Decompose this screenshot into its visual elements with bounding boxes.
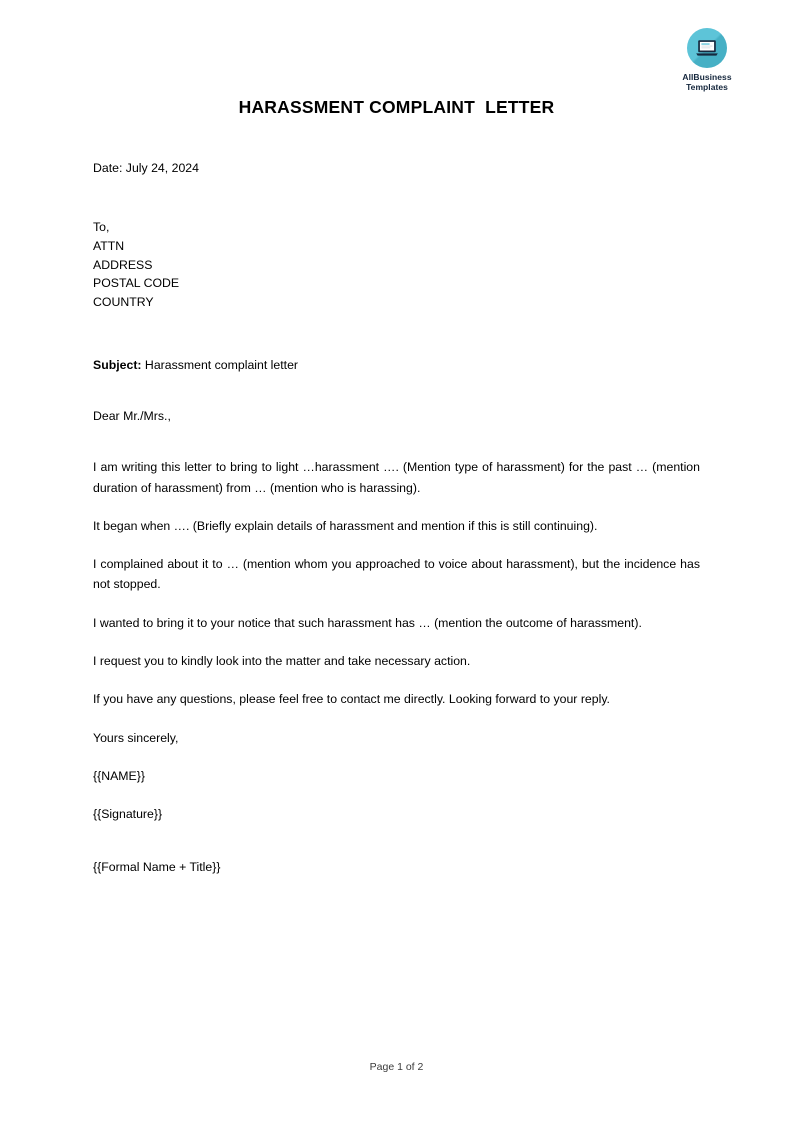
- body-paragraph: I am writing this letter to bring to light …harassment …. (Mention type of harassment) for the past … (mention duration of harassment) from … (mention who is harassing).: [93, 460, 700, 495]
- formal-name-title-placeholder: {{Formal Name + Title}}: [93, 860, 221, 875]
- subject-value: Harassment complaint letter: [141, 357, 299, 372]
- signature-name-placeholder: {{NAME}}: [93, 768, 145, 783]
- date-line: Date: July 24, 2024: [93, 161, 199, 175]
- subject-label: Subject:: [93, 357, 142, 372]
- laptop-icon: [687, 28, 727, 68]
- signature-image-placeholder: {{Signature}}: [93, 807, 163, 822]
- body-paragraph: It began when …. (Briefly explain details of harassment and mention if this is still continuing).: [93, 518, 598, 533]
- body-paragraph: I complained about it to … (mention whom you approached to voice about harassment), but the incidence has not stopped.: [93, 557, 700, 592]
- body-paragraph: I request you to kindly look into the matter and take necessary action.: [93, 653, 471, 668]
- address-line-address: ADDRESS: [93, 257, 153, 272]
- letter-body: [93, 158, 700, 878]
- logo-text-line2: Templates: [686, 82, 728, 93]
- body-paragraph: I wanted to bring it to your notice that such harassment has … (mention the outcome of harassment).: [93, 615, 642, 630]
- page-title: HARASSMENT COMPLAINT LETTER: [238, 97, 555, 117]
- address-line-country: COUNTRY: [93, 295, 154, 310]
- closing-line: Yours sincerely,: [93, 730, 179, 745]
- page-footer: Page 1 of 2: [369, 1061, 424, 1073]
- recipient-address-block: [93, 218, 700, 311]
- allbusiness-templates-logo: [659, 28, 755, 92]
- salutation: Dear Mr./Mrs.,: [93, 409, 171, 423]
- address-line-postal-code: POSTAL CODE: [93, 276, 180, 291]
- body-paragraph: If you have any questions, please feel free to contact me directly. Looking forward to your reply.: [93, 692, 610, 707]
- logo-text-line1: AllBusiness: [682, 72, 732, 82]
- subject-line: [93, 355, 700, 375]
- address-line-attn: ATTN: [93, 238, 125, 253]
- address-line-to: To,: [93, 220, 110, 235]
